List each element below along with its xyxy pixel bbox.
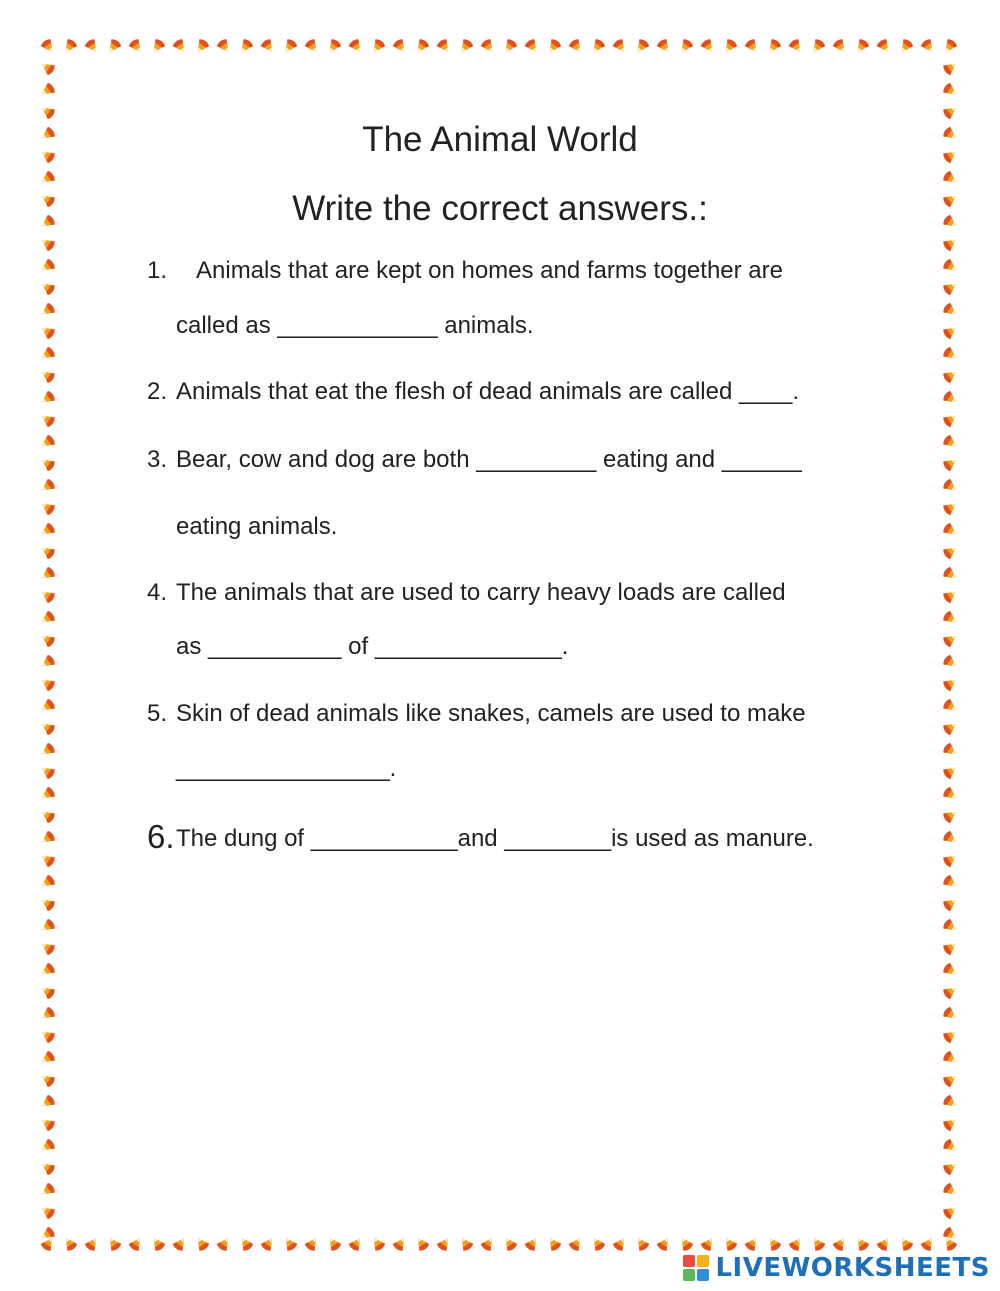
candy-corn-icon (876, 38, 893, 56)
question-1-line-1: Animals that are kept on homes and farms together are (196, 257, 783, 284)
question-1-line-2: called as ____________ animals. (176, 312, 534, 339)
candy-corn-icon (39, 874, 57, 891)
candy-corn-icon (677, 38, 694, 56)
candy-corn-icon (501, 1235, 518, 1253)
candy-corn-icon (237, 38, 254, 56)
candy-corn-icon (281, 1235, 298, 1253)
candy-corn-icon (942, 874, 960, 891)
candy-corn-icon (84, 1235, 101, 1253)
candy-corn-icon (942, 631, 960, 648)
candy-corn-icon (39, 719, 57, 736)
candy-corn-icon (39, 59, 57, 76)
question-number: 2. (147, 378, 168, 405)
candy-corn-icon (193, 1235, 210, 1253)
candy-corn-icon (392, 38, 409, 56)
candy-corn-icon (39, 918, 57, 935)
page-title: The Animal World (362, 120, 638, 159)
candy-corn-icon (524, 38, 541, 56)
candy-corn-icon (39, 763, 57, 780)
question-4-line-2: as __________ of ______________. (176, 633, 569, 660)
candy-corn-icon (39, 1182, 57, 1199)
candy-corn-icon (216, 1235, 233, 1253)
candy-corn-icon (942, 719, 960, 736)
candy-corn-icon (216, 38, 233, 56)
candy-corn-icon (656, 1235, 673, 1253)
candy-corn-icon (39, 411, 57, 428)
candy-corn-icon (942, 1182, 960, 1199)
candy-corn-icon (39, 631, 57, 648)
candy-corn-icon (413, 1235, 430, 1253)
candy-corn-icon (39, 675, 57, 692)
candy-corn-icon (39, 103, 57, 120)
candy-corn-icon (942, 610, 960, 627)
candy-corn-icon (39, 654, 57, 671)
candy-corn-icon (39, 1050, 57, 1067)
candy-corn-icon (765, 38, 782, 56)
candy-corn-icon (61, 1235, 78, 1253)
candy-corn-icon (942, 82, 960, 99)
candy-corn-icon (39, 367, 57, 384)
candy-corn-icon (237, 1235, 254, 1253)
candy-corn-icon (39, 742, 57, 759)
candy-corn-icon (39, 258, 57, 275)
candy-corn-icon (39, 1006, 57, 1023)
question-5-line-1: Skin of dead animals like snakes, camels are used to make (176, 700, 806, 727)
candy-corn-icon (39, 235, 57, 252)
candy-corn-icon (39, 499, 57, 516)
candy-corn-icon (392, 1235, 409, 1253)
candy-corn-icon (942, 1159, 960, 1176)
candy-corn-icon (942, 830, 960, 847)
candy-corn-icon (480, 38, 497, 56)
candy-corn-icon (105, 38, 122, 56)
candy-corn-icon (39, 478, 57, 495)
candy-corn-icon (942, 742, 960, 759)
candy-corn-icon (942, 807, 960, 824)
candy-corn-icon (832, 38, 849, 56)
candy-corn-icon (942, 962, 960, 979)
candy-corn-icon (942, 983, 960, 1000)
candy-corn-icon (39, 455, 57, 472)
candy-corn-icon (369, 1235, 386, 1253)
candy-corn-icon (942, 786, 960, 803)
candy-corn-icon (942, 895, 960, 912)
candy-corn-icon (942, 170, 960, 187)
candy-corn-icon (39, 1094, 57, 1111)
question-3-line-2: eating animals. (176, 513, 338, 540)
question-2-line-1: Animals that eat the flesh of dead animals are called ____. (176, 378, 800, 405)
candy-corn-icon (612, 38, 629, 56)
candy-corn-icon (325, 1235, 342, 1253)
instructions-heading: Write the correct answers.: (292, 189, 708, 228)
question-number: 3. (147, 446, 168, 473)
candy-corn-icon (281, 38, 298, 56)
candy-corn-icon (942, 390, 960, 407)
candy-corn-icon (39, 830, 57, 847)
candy-corn-icon (39, 587, 57, 604)
candy-corn-icon (942, 675, 960, 692)
candy-corn-icon (39, 1071, 57, 1088)
candy-corn-icon (149, 38, 166, 56)
question-3-line-1: Bear, cow and dog are both _________ eating and ______ (176, 446, 802, 473)
candy-corn-icon (589, 38, 606, 56)
candy-corn-icon (39, 983, 57, 1000)
liveworksheets-brand[interactable] (683, 1250, 990, 1286)
candy-corn-icon (39, 543, 57, 560)
candy-corn-icon (436, 1235, 453, 1253)
candy-corn-icon (809, 38, 826, 56)
candy-corn-icon (942, 1203, 960, 1220)
candy-corn-icon (942, 367, 960, 384)
candy-corn-icon (39, 566, 57, 583)
candy-corn-icon (612, 1235, 629, 1253)
question-number: 1. (147, 257, 168, 284)
brand-text: LIVEWORKSHEETS (715, 1253, 990, 1283)
candy-corn-icon (589, 1235, 606, 1253)
candy-corn-icon (942, 918, 960, 935)
question-number: 4. (147, 579, 168, 606)
candy-corn-icon (39, 1027, 57, 1044)
candy-corn-icon (942, 1138, 960, 1155)
candy-corn-icon (39, 434, 57, 451)
candy-corn-icon (40, 1235, 57, 1253)
candy-corn-icon (260, 38, 277, 56)
candy-corn-icon (39, 962, 57, 979)
candy-corn-icon (942, 302, 960, 319)
candy-corn-icon (942, 939, 960, 956)
candy-corn-icon (942, 1027, 960, 1044)
candy-corn-icon (193, 38, 210, 56)
candy-corn-icon (942, 279, 960, 296)
candy-corn-icon (656, 38, 673, 56)
candy-corn-icon (524, 1235, 541, 1253)
candy-corn-icon (369, 38, 386, 56)
candy-corn-icon (568, 38, 585, 56)
candy-corn-icon (942, 1071, 960, 1088)
candy-corn-icon (128, 1235, 145, 1253)
candy-corn-icon (325, 38, 342, 56)
candy-corn-icon (545, 38, 562, 56)
candy-corn-icon (942, 522, 960, 539)
question-5-line-2: ________________. (176, 755, 397, 782)
candy-corn-icon (942, 411, 960, 428)
candy-corn-icon (721, 38, 738, 56)
candy-corn-icon (128, 38, 145, 56)
candy-corn-icon (348, 1235, 365, 1253)
question-6-line-1: The dung of ___________and ________is used as manure. (176, 825, 814, 852)
candy-corn-icon (942, 1115, 960, 1132)
candy-corn-icon (942, 587, 960, 604)
candy-corn-icon (700, 38, 717, 56)
candy-corn-icon (348, 38, 365, 56)
candy-corn-icon (942, 434, 960, 451)
candy-corn-icon (39, 82, 57, 99)
candy-corn-icon (942, 1050, 960, 1067)
question-4-line-1: The animals that are used to carry heavy loads are called (176, 579, 786, 606)
candy-corn-icon (545, 1235, 562, 1253)
candy-corn-icon (942, 323, 960, 340)
candy-corn-icon (172, 1235, 189, 1253)
candy-corn-icon (39, 610, 57, 627)
candy-corn-icon (39, 698, 57, 715)
candy-corn-icon (941, 38, 958, 56)
candy-corn-icon (61, 38, 78, 56)
question-number: 5. (147, 700, 168, 727)
candy-corn-icon (744, 38, 761, 56)
candy-corn-icon (942, 499, 960, 516)
candy-corn-icon (633, 38, 650, 56)
candy-corn-icon (413, 38, 430, 56)
candy-corn-icon (942, 763, 960, 780)
candy-corn-icon (942, 654, 960, 671)
candy-corn-icon (942, 478, 960, 495)
candy-corn-icon (260, 1235, 277, 1253)
candy-corn-icon (172, 38, 189, 56)
candy-corn-icon (39, 786, 57, 803)
candy-corn-icon (942, 1094, 960, 1111)
candy-corn-icon (39, 1159, 57, 1176)
candy-corn-icon (436, 38, 453, 56)
candy-corn-icon (40, 38, 57, 56)
candy-corn-icon (942, 346, 960, 363)
candy-corn-icon (39, 323, 57, 340)
candy-corn-icon (39, 346, 57, 363)
candy-corn-icon (568, 1235, 585, 1253)
candy-corn-icon (39, 939, 57, 956)
candy-corn-icon (304, 38, 321, 56)
candy-corn-icon (942, 1006, 960, 1023)
candy-corn-icon (942, 698, 960, 715)
candy-corn-icon (942, 566, 960, 583)
candy-corn-icon (39, 807, 57, 824)
candy-corn-icon (853, 38, 870, 56)
candy-corn-icon (39, 1115, 57, 1132)
candy-corn-icon (942, 103, 960, 120)
candy-corn-icon (457, 1235, 474, 1253)
candy-corn-icon (897, 38, 914, 56)
candy-corn-icon (457, 38, 474, 56)
candy-corn-icon (149, 1235, 166, 1253)
candy-corn-icon (39, 895, 57, 912)
candy-corn-icon (942, 543, 960, 560)
candy-corn-icon (942, 235, 960, 252)
candy-corn-icon (39, 279, 57, 296)
candy-corn-icon (633, 1235, 650, 1253)
candy-corn-icon (105, 1235, 122, 1253)
candy-corn-icon (39, 522, 57, 539)
candy-corn-icon (480, 1235, 497, 1253)
candy-corn-icon (39, 851, 57, 868)
candy-corn-icon (39, 1203, 57, 1220)
candy-corn-icon (304, 1235, 321, 1253)
liveworksheets-logo-icon (683, 1255, 709, 1281)
candy-corn-icon (942, 455, 960, 472)
candy-corn-icon (942, 59, 960, 76)
candy-corn-icon (84, 38, 101, 56)
question-number: 6. (147, 818, 175, 855)
candy-corn-icon (942, 851, 960, 868)
candy-corn-icon (39, 1138, 57, 1155)
candy-corn-icon (39, 390, 57, 407)
candy-corn-icon (788, 38, 805, 56)
candy-corn-icon (920, 38, 937, 56)
candy-corn-icon (501, 38, 518, 56)
candy-corn-icon (39, 302, 57, 319)
candy-corn-icon (942, 258, 960, 275)
candy-corn-icon (39, 170, 57, 187)
